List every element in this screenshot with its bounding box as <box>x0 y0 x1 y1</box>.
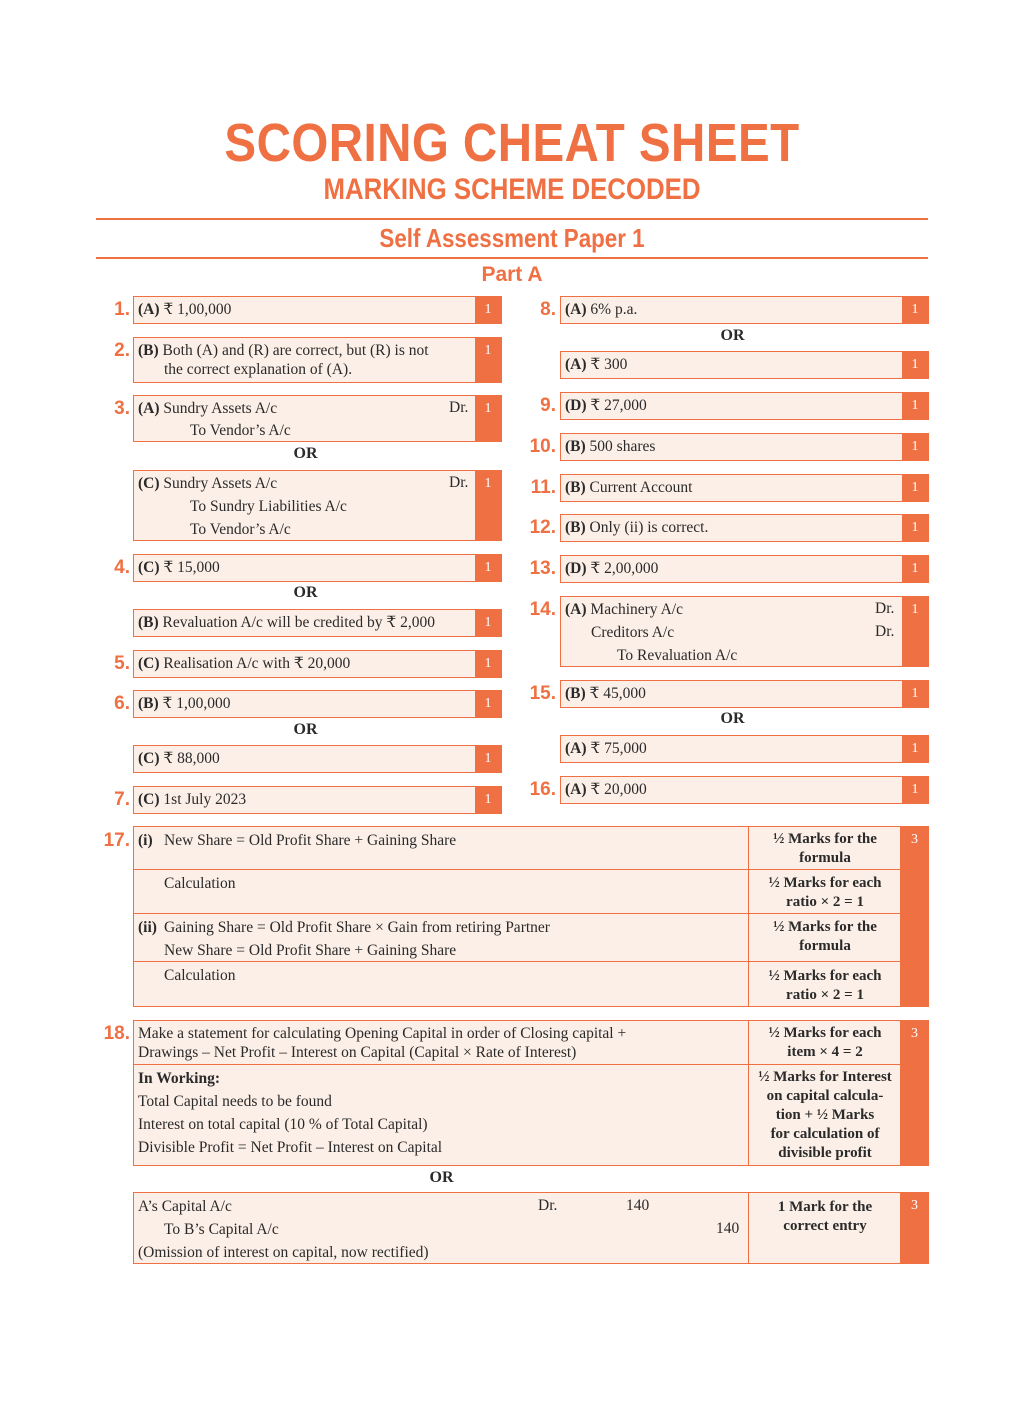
answer-box <box>133 745 502 773</box>
marks-text: for calculation of <box>770 1126 880 1142</box>
mark-value: 1 <box>475 610 501 636</box>
question-number: 5. <box>114 653 130 674</box>
mark-value: 1 <box>475 297 501 323</box>
marks-text: ½ Marks for each <box>768 1025 882 1041</box>
question-number: 2. <box>114 340 130 361</box>
answer-text: Divisible Profit = Net Profit – Interest on Capital <box>138 1139 443 1156</box>
answer-option: (A) <box>565 781 587 798</box>
total-marks: 3 <box>900 826 929 1007</box>
or-label: OR <box>293 445 318 462</box>
answer-option: (A) <box>565 740 587 757</box>
answer-text: 1st July 2023 <box>159 791 247 808</box>
answer-box <box>560 433 929 461</box>
answer-text: To Vendor’s A/c <box>190 422 291 439</box>
answer-option: (C) <box>138 750 160 767</box>
question-number: 18. <box>103 1023 130 1044</box>
answer-box <box>133 650 502 678</box>
question-number: 4. <box>114 557 130 578</box>
credit-amount: 140 <box>716 1220 740 1237</box>
marks-text: ½ Marks for the <box>773 919 877 935</box>
table-row <box>133 1064 750 1166</box>
mark-value: 1 <box>475 651 501 677</box>
mark-value: 1 <box>475 787 501 813</box>
marks-text: ½ Marks for each <box>768 875 882 891</box>
mark-value: 1 <box>475 746 501 772</box>
divider <box>96 257 928 259</box>
mark-value: 1 <box>902 434 928 460</box>
answer-text: Creditors A/c <box>591 624 675 641</box>
question-number: 12. <box>529 517 556 538</box>
answer-text: New Share = Old Profit Share + Gaining Share <box>164 942 457 959</box>
answer-text: ₹ 300 <box>586 356 628 373</box>
answer-box <box>133 786 502 814</box>
question-number: 13. <box>529 558 556 579</box>
answer-text: Total Capital needs to be found <box>138 1093 332 1110</box>
marks-text: on capital calcula- <box>766 1088 884 1104</box>
marks-text: formula <box>799 938 851 954</box>
mark-value: 1 <box>902 515 928 541</box>
question-number: 6. <box>114 693 130 714</box>
answer-text: Interest on total capital (10 % of Total Capital) <box>138 1116 428 1133</box>
answer-box <box>560 735 929 763</box>
answer-box <box>560 680 929 708</box>
table-row <box>133 1192 750 1264</box>
debit-amount: 140 <box>626 1197 650 1214</box>
answer-text: ₹ 1,00,000 <box>159 301 232 318</box>
page-title: SCORING CHEAT SHEET <box>224 113 800 173</box>
or-label: OR <box>720 710 745 727</box>
answer-option: (A) <box>565 356 587 373</box>
answer-box <box>560 776 929 804</box>
answer-option: (C) <box>138 791 160 808</box>
answer-option: (B) <box>565 438 586 455</box>
answer-option: (B) <box>565 479 586 496</box>
total-marks: 3 <box>900 1192 929 1264</box>
marks-text: ½ Marks for Interest <box>758 1069 892 1085</box>
question-number: 10. <box>529 436 556 457</box>
question-number: 9. <box>540 395 556 416</box>
paper-title: Self Assessment Paper 1 <box>379 223 645 253</box>
answer-box <box>133 470 502 541</box>
mark-value: 1 <box>902 556 928 582</box>
answer-box <box>560 296 929 324</box>
question-number: 15. <box>529 683 556 704</box>
answer-text: Machinery A/c <box>586 601 683 618</box>
page-subtitle: MARKING SCHEME DECODED <box>323 173 701 206</box>
answer-text: To B’s Capital A/c <box>164 1221 279 1238</box>
answer-box <box>560 392 929 420</box>
marks-cell <box>748 869 902 915</box>
or-label: OR <box>293 721 318 738</box>
marks-cell <box>748 1192 902 1264</box>
answer-text: 500 shares <box>585 438 656 455</box>
answer-text: A’s Capital A/c <box>138 1198 232 1215</box>
answer-option: (A) <box>138 400 160 417</box>
table-row <box>133 869 750 915</box>
answer-text: Calculation <box>164 875 236 892</box>
mark-value: 1 <box>902 297 928 323</box>
answer-text: Make a statement for calculating Opening Capital in order of Closing capital + <box>138 1025 627 1042</box>
answer-option: (B) <box>565 685 586 702</box>
answer-text: ₹ 20,000 <box>586 781 647 798</box>
answer-text: Revaluation A/c will be credited by ₹ 2,000 <box>158 614 435 631</box>
mark-value: 1 <box>902 736 928 762</box>
answer-option: (B) <box>565 519 586 536</box>
mark-value: 1 <box>902 777 928 803</box>
answer-box <box>133 296 502 324</box>
question-number: 8. <box>540 299 556 320</box>
marks-text: tion + ½ Marks <box>775 1107 875 1123</box>
answer-text: Sundry Assets A/c <box>159 400 278 417</box>
divider <box>96 218 928 220</box>
answer-box <box>560 514 929 542</box>
answer-text: ₹ 15,000 <box>159 559 220 576</box>
answer-text: ₹ 2,00,000 <box>586 560 659 577</box>
question-number: 3. <box>114 398 130 419</box>
debit-label: Dr. <box>875 623 895 640</box>
answer-text: Only (ii) is correct. <box>585 519 709 536</box>
answer-text: Sundry Assets A/c <box>159 475 278 492</box>
answer-option: (C) <box>138 559 160 576</box>
answer-text: ₹ 88,000 <box>159 750 220 767</box>
total-marks: 3 <box>900 1020 929 1166</box>
mark-value: 1 <box>902 393 928 419</box>
answer-box <box>133 554 502 582</box>
or-label: OR <box>429 1169 454 1186</box>
marks-cell <box>748 1020 902 1066</box>
answer-box <box>560 596 929 667</box>
answer-text: ₹ 1,00,000 <box>158 695 231 712</box>
answer-option: (i) <box>138 832 153 849</box>
question-number: 17. <box>103 830 130 851</box>
answer-text: Gaining Share = Old Profit Share × Gain from retiring Partner <box>164 919 550 936</box>
question-number: 14. <box>529 599 556 620</box>
mark-value: 1 <box>902 475 928 501</box>
answer-text: the correct explanation of (A). <box>164 361 353 378</box>
marks-text: ½ Marks for each <box>768 968 882 984</box>
debit-label: Dr. <box>538 1197 558 1214</box>
answer-box <box>560 555 929 583</box>
answer-text: Current Account <box>585 479 693 496</box>
answer-box <box>560 474 929 502</box>
answer-option: (A) <box>138 301 160 318</box>
mark-value: 1 <box>475 396 501 441</box>
marks-text: divisible profit <box>778 1145 872 1161</box>
marks-text: 1 Mark for the <box>777 1199 873 1215</box>
answer-text: To Revaluation A/c <box>617 647 738 664</box>
answer-text: Both (A) and (R) are correct, but (R) is not <box>158 342 429 359</box>
question-number: 16. <box>529 779 556 800</box>
marks-cell <box>748 961 902 1007</box>
marks-text: ratio × 2 = 1 <box>786 894 864 910</box>
answer-box <box>560 351 929 379</box>
table-row <box>133 913 750 963</box>
working-heading: In Working: <box>138 1070 220 1087</box>
answer-text: Calculation <box>164 967 236 984</box>
mark-value: 1 <box>902 597 928 666</box>
answer-option: (B) <box>138 614 159 631</box>
answer-text: New Share = Old Profit Share + Gaining Share <box>164 832 457 849</box>
answer-option: (A) <box>565 601 587 618</box>
or-label: OR <box>720 327 745 344</box>
table-row <box>133 1020 750 1066</box>
marks-cell <box>748 826 902 871</box>
answer-option: (A) <box>565 301 587 318</box>
answer-text: ₹ 45,000 <box>585 685 646 702</box>
mark-value: 1 <box>902 352 928 378</box>
marks-text: ½ Marks for the <box>773 831 877 847</box>
answer-text: Drawings – Net Profit – Interest on Capital (Capital × Rate of Interest) <box>138 1044 577 1061</box>
answer-option: (D) <box>565 397 587 414</box>
mark-value: 1 <box>475 691 501 717</box>
answer-text: To Sundry Liabilities A/c <box>190 498 347 515</box>
question-number: 1. <box>114 299 130 320</box>
question-number: 11. <box>530 477 556 498</box>
answer-option: (C) <box>138 655 160 672</box>
answer-option: (B) <box>138 695 159 712</box>
mark-value: 1 <box>475 471 501 540</box>
answer-option: (B) <box>138 342 159 359</box>
answer-option: (D) <box>565 560 587 577</box>
debit-label: Dr. <box>875 600 895 617</box>
mark-value: 1 <box>475 555 501 581</box>
debit-label: Dr. <box>449 399 469 416</box>
marks-cell <box>748 1064 902 1166</box>
marks-cell <box>748 913 902 963</box>
answer-option: (ii) <box>138 919 157 936</box>
marks-text: item × 4 = 2 <box>787 1044 863 1060</box>
mark-value: 1 <box>902 681 928 707</box>
answer-box <box>133 690 502 718</box>
answer-text: 6% p.a. <box>586 301 638 318</box>
marks-text: formula <box>799 850 851 866</box>
answer-box <box>133 337 502 383</box>
debit-label: Dr. <box>449 474 469 491</box>
answer-text: ₹ 27,000 <box>586 397 647 414</box>
answer-option: (C) <box>138 475 160 492</box>
answer-text: Realisation A/c with ₹ 20,000 <box>159 655 351 672</box>
table-row <box>133 961 750 1007</box>
marks-text: correct entry <box>783 1218 867 1234</box>
part-heading: Part A <box>481 263 543 286</box>
or-label: OR <box>293 584 318 601</box>
question-number: 7. <box>114 789 130 810</box>
answer-text: (Omission of interest on capital, now rectified) <box>138 1244 429 1261</box>
answer-box <box>133 395 502 442</box>
table-row <box>133 826 750 871</box>
marks-text: ratio × 2 = 1 <box>786 987 864 1003</box>
mark-value: 1 <box>475 338 501 382</box>
answer-box <box>133 609 502 637</box>
answer-text: To Vendor’s A/c <box>190 521 291 538</box>
answer-text: ₹ 75,000 <box>586 740 647 757</box>
